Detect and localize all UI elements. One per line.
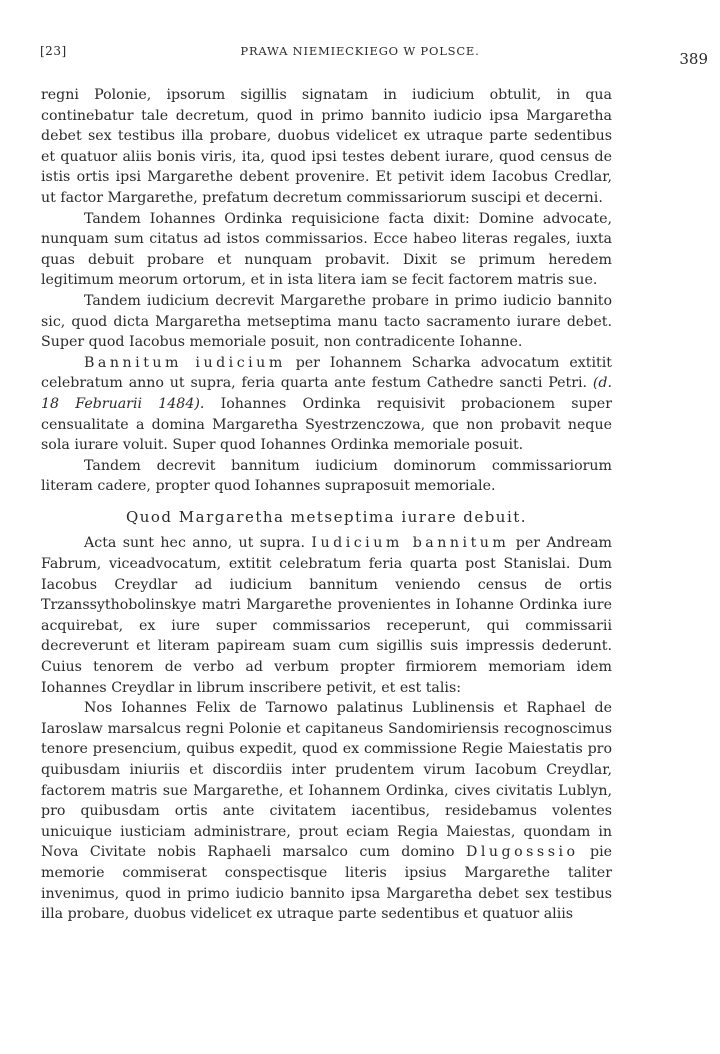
running-header <box>38 40 708 70</box>
paragraph-nos <box>41 698 612 925</box>
spaced-phrase: Dlugosssio <box>465 844 579 861</box>
spaced-phrase: Bannitum iudicium <box>84 354 286 371</box>
section-number: [23] <box>40 44 67 58</box>
running-title: PRAWA NIEMIECKIEGO W POLSCE. <box>240 44 480 58</box>
body-text <box>41 85 612 925</box>
paragraph-bannitum <box>41 353 612 456</box>
text-run: Iohannes Ordinka requisivit probacionem super censualitate a domina Margaretha Syestrzenczowa, que non probavit neque sola iurare voluit. Super quod Iohannes Ordinka memoriale posuit. <box>41 395 612 454</box>
paragraph: Tandem decrevit bannitum iudicium dominorum commissariorum literam cadere, propter quod Iohannes supraposuit memoriale. <box>41 457 612 495</box>
text-run: per Iohannem Scharka advocatum extitit celebratum anno ut supra, feria quarta ante festum Cathedre sancti Petri. <box>41 354 612 392</box>
text-run: Acta sunt hec anno, ut supra. <box>84 535 312 552</box>
paragraph: Tandem iudicium decrevit Margarethe probare in primo iudicio bannito sic, quod dicta Margaretha metseptima manu tacto sacramento iurare debet. Super quod Iacobus memoriale posuit, non contradicente Iohanne. <box>41 292 612 351</box>
text-run: Nos Iohannes Felix de Tarnowo palatinus Lublinensis et Raphael de Iaroslaw marsalcus regni Polonie et capitaneus Sandomiriensis recognoscimus tenore presencium, quibus expedit, quod ex commissione Regie Maiestatis pro quibusdam iniuriis et discordiis inter prudentem virum Iacobum Creydlar, factorem matris sue Margarethe, et Iohannem Ordinka, cives civitatis Lublyn, pro quibusdam ortis ante civitatem iacentibus, residebamus volentes unicuique iusticiam administrare, prout eciam Regia Maiestas, quondam in Nova Civitate nobis Raphaeli marsalco cum domino <box>41 700 612 861</box>
paragraph-acta <box>41 533 612 698</box>
page-number: 389 <box>679 50 708 68</box>
paragraph: Tandem Iohannes Ordinka requisicione facta dixit: Domine advocate, nunquam sum citatus ad istos commissarios. Ecce habeo literas regales, iuxta quas debuit probare et nunquam probavit. Dixit se primum heredem legitimum meorum ortorum, et in ista litera iam se fecit factorem matris sue. <box>41 210 612 289</box>
spaced-phrase: Iudicium bannitum <box>311 535 510 552</box>
section-heading: Quod Margaretha metseptima iurare debuit. <box>125 507 528 526</box>
paragraph: regni Polonie, ipsorum sigillis signatam in iudicium obtulit, in qua continebatur tale decretum, quod in primo bannito iudicio ipsa Margaretha debet sex testibus illa probare, duobus videlicet ex utraque parte sedentibus et quatuor aliis bonis viris, ita, quod ipsi testes debent iurare, quod census de istis ortis ipsi Margarethe debent provenire. Et petivit idem Iacobus Credlar, ut factor Margarethe, prefatum decretum commissariorum suscipi et decerni. <box>41 87 612 206</box>
text-run: per Andream Fabrum, viceadvocatum, extitit celebratum feria quarta post Stanislai. Dum Iacobus Creydlar ad iudicium bannitum veniendo census de ortis Trzanssythobolinskye matri Margarethe provenientes in Iohanne Ordinka iure acquirebat, ex iure super commissarios receperunt, qui commissarii decreverunt et literam papiream suam cum sigillis suis impressis dederunt. Cuius tenorem de verbo ad verbum propter firmiorem memoriam idem Iohannes Creydlar in librum inscribere petivit, et est talis: <box>41 535 612 696</box>
text-run: pie memorie commiserat conspectisque literis ipsius Margarethe taliter invenimus, quod in primo iudicio bannito ipsa Margaretha debet sex testibus illa probare, duobus videlicet ex utraque parte sedentibus et quatuor aliis <box>41 844 612 923</box>
date-note: (d. 18 Februarii 1484). <box>41 375 612 412</box>
